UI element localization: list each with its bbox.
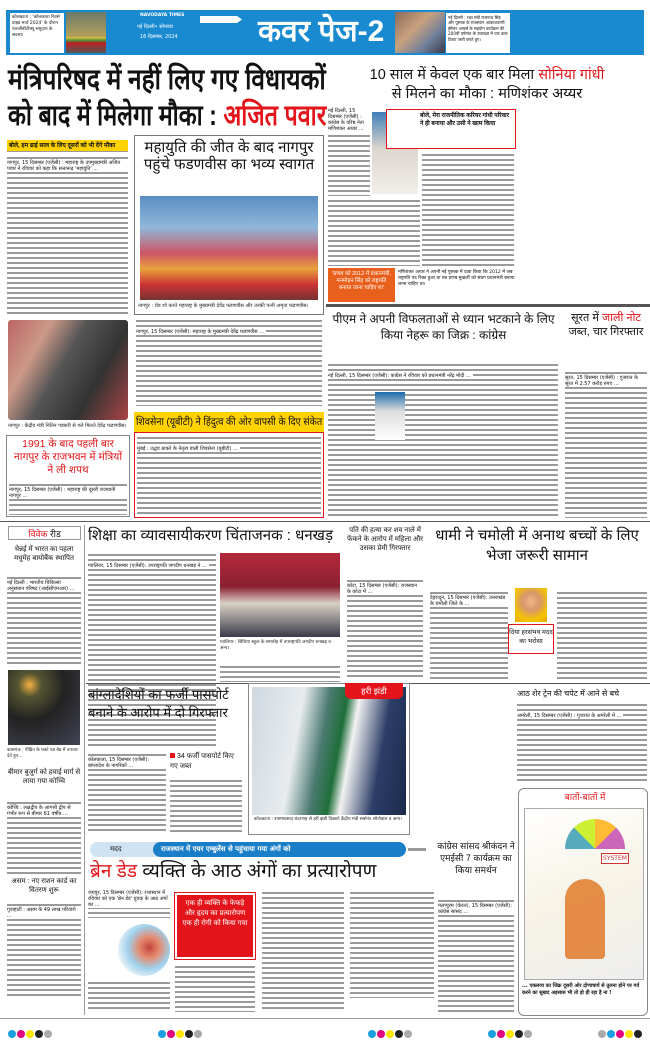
header-left-brief: कोलकाता : 'कोलकाता रिवर्स प्राइड मार्च 2024' के दौरान एलजीबीटीक्यू समुदाय के सदस्य। — [10, 13, 64, 53]
vivek-photo-caption: कासगंज : पीड़ित के फर्स्ट एड बेड में उपचार देते हुए... — [7, 748, 78, 759]
nagpur-photo-caption: नागपुर : रोड शो करते महाराष्ट्र के मुख्यमंत्री देवेंद्र फडणवीस और उनकी पत्नी अमृता फडणवीस। — [138, 303, 309, 309]
murder-headline: पति की हत्या कर शव नाले में फेंकने के आरोप में महिला और उसका प्रेमी गिरफ्तार — [346, 527, 424, 552]
lead-headline-line2 — [8, 98, 327, 134]
system-sign: SYSTEM — [603, 855, 627, 862]
edition: नई दिल्ली• सोमवार — [137, 24, 174, 30]
shiksha-body2 — [220, 664, 340, 682]
dhami-photo — [515, 588, 547, 622]
lead-headline-part: को बाद में मिलेगा मौका : — [8, 100, 217, 132]
vivek-label: रीड — [49, 529, 61, 539]
header-left-photo — [66, 12, 106, 53]
pranab-text: मणिशंकर अय्यर ने अपनी नई पुस्तक में दावा किया कि 2012 में जब राष्ट्रपति पद रिक्त हुआ था तब प्रणब मुखर्जी को संप्रग प्रधानमंत्री बनाया जाना चाहिए था। — [398, 270, 515, 287]
vivek-headline: चेन्नई में भारत का पहला मधुमेह बायोबैंक स्थापित — [14, 546, 74, 562]
passport-bullet-text: 34 फर्जी पासपोर्ट किए गए जब्त — [170, 753, 234, 770]
surat-headline-red: जाली नोट — [602, 312, 641, 324]
aiyar-quote: बोले, मेरा राजनीतिक करियर गांधी परिवार ने ही बनाया और उसी ने खत्म किया — [420, 113, 510, 127]
nagpur-body — [136, 318, 322, 406]
vivek-dateline: नई दिल्ली : भारतीय चिकित्सा अनुसंधान परिषद (आईसीएमआर) ... — [7, 580, 81, 592]
passport-body2 — [170, 778, 242, 834]
congress-headline: कांग्रेस सांसद श्रीकंदन ने एमईसी 7 कार्यक्रम का किया समर्थन — [437, 841, 515, 875]
aiyar-body-right2 — [422, 152, 514, 266]
nagpur-dateline: नागपुर, 15 दिसम्बर (एजेंसी): महाराष्ट्र के मुख्यमंत्री देवेंद्र फडणवीस ... — [136, 329, 264, 335]
braindead-body4 — [350, 890, 434, 998]
braindead-headline-red: ब्रेन डेड — [90, 861, 138, 882]
oath-headline: 1991 के बाद पहली बार नागपुर के राजभवन में मंत्रियों ने ली शपथ — [13, 438, 123, 476]
section-divider — [0, 521, 650, 522]
passport-dateline: कोलकाता, 15 दिसम्बर (एजेंसी): बांग्लादेश के नागरिकों ... — [88, 757, 166, 769]
cartoon-gauge — [565, 819, 625, 849]
vivek-body2 — [7, 800, 81, 874]
aiyar-headline-name: सोनिया गांधी — [538, 67, 605, 83]
madad-strap: राजस्थान में एयर एम्बुलेंस से पहुंचाया गया अंगों को — [153, 842, 406, 857]
murder-body — [347, 578, 423, 680]
lead-headline-name: अजित पवार — [223, 100, 327, 132]
paper-name: NAVODAYA TIMES — [140, 13, 185, 18]
lead-headline — [8, 62, 326, 134]
lead-dateline: नागपुर, 15 दिसम्बर (एजेंसी) : महाराष्ट्र के उपमुख्यमंत्री अजित पवार ने रविवार को कहा कि सत्तारूढ़ 'महायुति' ... — [7, 160, 128, 172]
passport-body — [88, 752, 166, 834]
lead-body — [7, 155, 128, 317]
shiksha-photo — [220, 553, 340, 637]
lead-photo-caption: नागपुर : केंद्रीय मंत्री नितिन गडकरी से गले मिलते देवेंद्र फडणवीस। — [8, 423, 127, 429]
train-body — [517, 702, 647, 782]
oath-body — [9, 482, 127, 515]
header-arrow — [200, 16, 242, 23]
shivsena-body — [137, 435, 321, 515]
braindead-red-box: एक ही व्यक्ति के फेफड़े और हृदय का प्रत्यारोपण एक ही रोगी को किया गया — [175, 893, 255, 959]
pranab-box: 'प्रणब को 2012 में प्रधानमंत्री, मनमोहन सिंह को राष्ट्रपति बनाया जाना चाहिए था' — [328, 268, 395, 302]
aiyar-body-mid — [328, 198, 420, 266]
aiyar-body-left — [328, 108, 370, 196]
congress-body — [438, 898, 514, 1013]
pm-dateline: नई दिल्ली, 15 दिसम्बर (एजेंसी): कांग्रेस ने रविवार को प्रधानमंत्री नरेंद्र मोदी ... — [328, 373, 471, 379]
aiyar-headline-line1 — [326, 66, 648, 85]
vivek-read-label — [8, 526, 81, 540]
lead-headline-line1: मंत्रिपरिषद में नहीं लिए गए विधायकों — [8, 64, 326, 96]
braindead-body2 — [175, 964, 255, 1012]
aiyar-dateline: नई दिल्ली, 15 दिसम्बर (एजेंसी) : कांग्रेस के वरिष्ठ नेता मणिशंकर अय्यर ... — [328, 108, 370, 132]
cartoon-figure — [565, 879, 605, 959]
color-registration-marks — [8, 1023, 648, 1033]
shivsena-dateline: मुंबई : उद्धव ठाकरे के नेतृत्व वाली शिवसेना (यूबीटी) ... — [137, 446, 238, 452]
vivek-photo — [8, 670, 80, 745]
aiyar-divider — [326, 304, 650, 307]
vivek-dateline2: कोच्चि : लक्षद्वीप के आगत्ती द्वीप से गंभीर रूप से बीमार 61 वर्षीय ... — [7, 805, 81, 817]
organ-illustration — [118, 924, 170, 976]
lead-photo — [8, 320, 128, 420]
pm-headline: पीएम ने अपनी विफलताओं से ध्यान भटकाने के लिए किया नेहरू का जिक्र : कांग्रेस — [332, 312, 555, 342]
shivsena-headline: शिवसेना (यूबीटी) ने हिंदुत्व की ओर वापसी के दिए संकेत — [136, 416, 323, 428]
vivek-body — [7, 575, 81, 665]
surat-body — [565, 370, 647, 518]
pm-photo — [375, 392, 405, 440]
braindead-body3 — [262, 890, 344, 1012]
shiksha-headline: शिक्षा का व्यावसायीकरण चिंताजनक : धनखड़ — [88, 527, 333, 544]
dhami-headline: धामी ने चमोली में अनाथ बच्चों के लिए भेजा जरूरी सामान — [435, 527, 639, 564]
braindead-headline-text: व्यक्ति के आठ अंगों का प्रत्यारोपण — [142, 861, 377, 882]
surat-headline — [563, 311, 649, 339]
shiksha-photo-caption: ग्वालियर : सिंधिया स्कूल के समारोह में उपराष्ट्रपति जगदीप धनखड़ व अन्य। — [220, 640, 331, 651]
dhami-body-left — [430, 590, 508, 680]
cartoon-title: बातों-बातों में — [564, 792, 606, 802]
congress-dateline: मलप्पुरम (केरल), 15 दिसम्बर (एजेंसी): कांग्रेस सांसद ... — [438, 903, 514, 915]
train-headline: आठ शेर ट्रेन की चपेट में आने से बचे — [517, 689, 620, 698]
vivek-headline3: असम : नए राशन कार्ड का वितरण शुरू — [11, 878, 77, 894]
vivek-dateline3: गुवाहाटी : असम के 49 लाख परिवारों ... — [7, 907, 81, 919]
braindead-body1 — [88, 890, 170, 918]
column-rule — [84, 525, 85, 1015]
vivek-body3 — [7, 902, 81, 998]
cartoon-caption: ... एकलव्य का जिक्र दूसरी ओर द्रोणाचार्य से तुलना होने पर गर्व करने का सुखद अहसास भी तो हो ही रहा है ना ! — [522, 983, 640, 996]
nagpur-headline: महायुति की जीत के बाद नागपुर पहुंचे फडणवीस का भव्य स्वागत — [143, 139, 315, 173]
braindead-body1b — [88, 980, 170, 1012]
vivek-label-red: विवेक — [28, 529, 48, 539]
print-rule — [0, 1018, 650, 1019]
madad-tag: मदद — [110, 846, 122, 853]
surat-headline-part2: जब्त, चार गिरफ्तार — [568, 326, 644, 338]
dhami-subhead: दिया हरसंभव मदद का भरोसा — [508, 624, 554, 654]
vivek-headline2: बीमार बुजुर्ग को हवाई मार्ग से लाया गया कोच्चि — [7, 769, 81, 785]
date: 16 दिसम्बर, 2024 — [140, 34, 178, 40]
flag-photo — [252, 687, 406, 815]
passport-bullet — [170, 752, 242, 772]
bullet-square-icon — [170, 753, 175, 758]
murder-dateline: कोटा, 15 दिसम्बर (एजेंसी): राजस्थान के कोटा में ... — [347, 583, 423, 595]
braindead-dateline: जयपुर, 15 दिसम्बर (एजेंसी): राजस्थान में रविवार को एक 'ब्रेन डेड' युवक के आठ अंगों का ... — [88, 890, 170, 908]
pm-body — [328, 362, 558, 518]
flag-label: हरी झंडी — [345, 683, 403, 699]
braindead-headline — [90, 858, 435, 886]
dhami-dateline: देहरादून, 15 दिसम्बर (एजेंसी): उत्तराखंड के चमोली जिले के ... — [430, 595, 508, 607]
oath-dateline: नागपुर, 15 दिसम्बर (एजेंसी) : महाराष्ट्र की दूसरी राजधानी नागपुर ... — [9, 487, 127, 499]
header-right-photo — [395, 12, 445, 53]
shiksha-dateline: ग्वालियर, 15 दिसम्बर (एजेंसी): उपराष्ट्रपति जगदीप धनखड़ ने ... — [88, 563, 207, 569]
passport-headline: बांग्लादेशियों का फर्जी पासपोर्ट बनाने के आरोप में दो गिरफ्तार — [88, 687, 229, 720]
cartoon-drawing — [524, 808, 644, 980]
lead-subhead: बोले, हम ढाई साल के लिए दूसरों को भी देंगे मौका — [7, 140, 128, 152]
surat-headline-part1: सूरत में — [571, 312, 599, 324]
madad-line — [408, 848, 426, 851]
aiyar-headline-part: 10 साल में केवल एक बार मिला — [369, 67, 535, 83]
aiyar-headline-line2: से मिलने का मौका : मणिशंकर अय्यर — [391, 86, 583, 102]
dhami-body-right — [557, 590, 647, 680]
train-dateline: अमरेली, 15 दिसम्बर (एजेंसी) : गुजरात के अमरेली में ... — [517, 713, 622, 719]
page-title: कवर पेज-2 — [258, 15, 385, 48]
nagpur-photo — [140, 196, 318, 300]
flag-photo-caption: कोलकाता : श्यामाप्रसाद बंदरगाह से हरी झंडी दिखाते केंद्रीय मंत्री सर्बानंद सोनोवाल व अन्य। — [254, 817, 402, 822]
aiyar-headline — [326, 66, 648, 104]
header-right-brief: नई दिल्ली : रक्षा मंत्री राजनाथ सिंह और पुस्तक के राजस्थान आकाशवाणी ईमेलर आयर्स के सहयोग कार्यक्रम की 200वीं वर्षगांठ के उपलक्ष्य में एक डाक टिकट जारी करते हुए। — [446, 13, 510, 53]
surat-dateline: सूरत, 15 दिसम्बर (एजेंसी) : गुजरात के सूरत में 2.57 करोड़ रुपए ... — [565, 375, 647, 387]
